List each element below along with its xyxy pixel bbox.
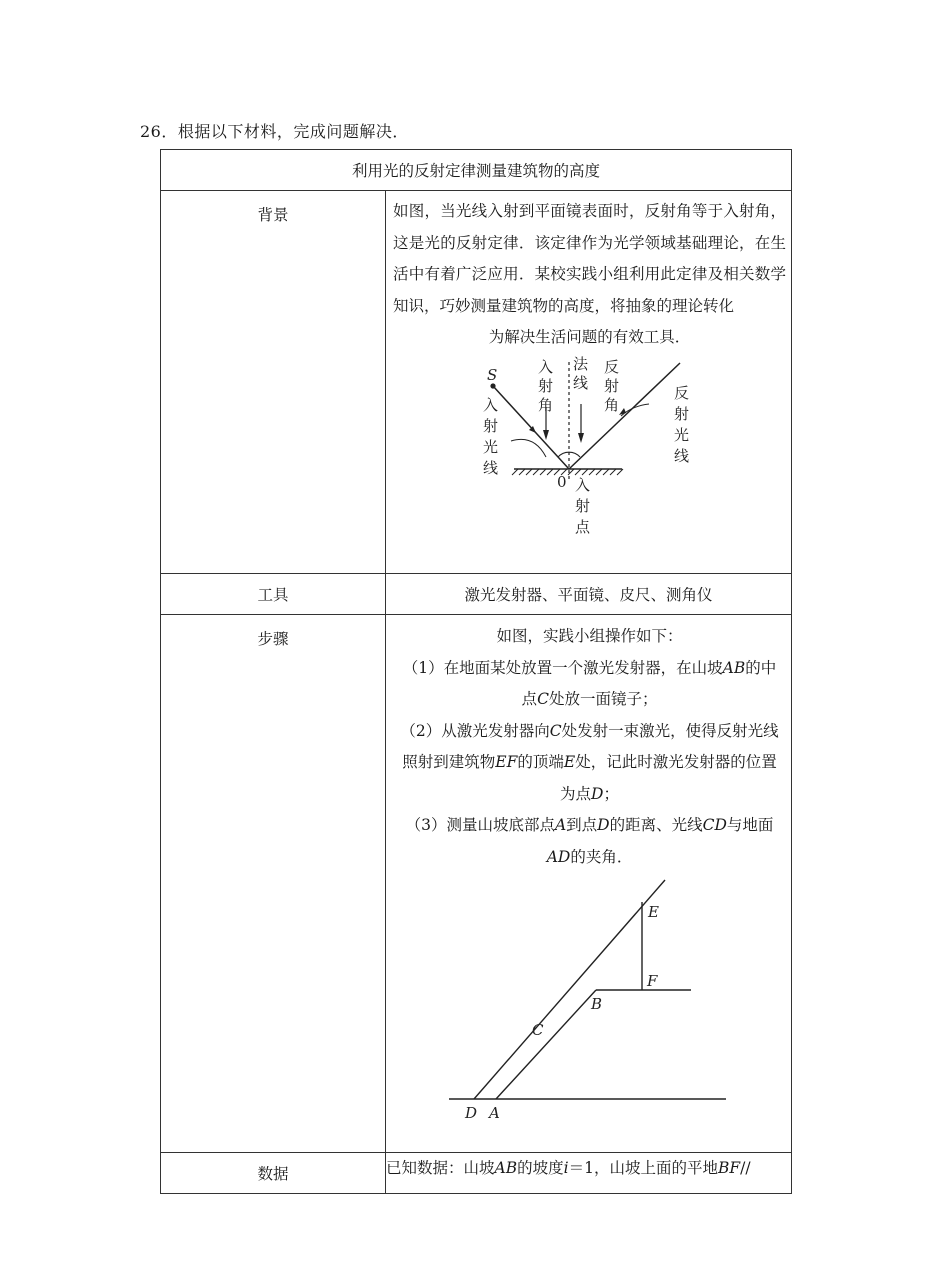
steps-intro: 如图，实践小组操作如下： [496, 627, 683, 645]
normal-char-1: 法 [573, 354, 589, 373]
reflect-angle-arrow-icon [578, 433, 584, 443]
data-text: 已知数据：山坡AB的坡度i＝1，山坡上面的平地BF// [386, 1153, 792, 1194]
steps-label: 步骤 [257, 630, 289, 648]
label-c: C [532, 1021, 544, 1039]
step-2: （2）从激光发射器向C处发射一束激光，使得反射光线 照射到建筑物EF的顶端E处，记此时激光发射器的位置 为点D； [400, 721, 779, 803]
incident-point-char-3: 点 [575, 517, 591, 536]
label-a: A [489, 1104, 500, 1122]
incident-point-char-1: 入 [575, 475, 591, 494]
incident-point-char-2: 射 [575, 496, 591, 515]
slope-ab [496, 990, 596, 1099]
reflect-angle-char-3: 角 [604, 395, 620, 414]
steps-text [386, 615, 791, 873]
reflected-ray-char-1: 反 [674, 383, 690, 402]
background-label-cell [161, 191, 386, 574]
step-3: （3）测量山坡底部点A到点D的距离、光线CD与地面 AD的夹角． [405, 816, 774, 866]
origin-label: 0 [557, 472, 567, 491]
incident-angle-char-2: 射 [538, 376, 554, 395]
question-title: 26．根据以下材料，完成问题解决． [140, 122, 409, 141]
incident-ray-char-1: 入 [483, 395, 499, 414]
label-d: D [465, 1104, 478, 1122]
reflection-diagram [386, 354, 790, 544]
reflected-arrow-icon [619, 408, 626, 415]
material-table [160, 149, 792, 1194]
incident-angle-char-1: 入 [538, 357, 554, 376]
background-content [386, 191, 792, 574]
tools-text: 激光发射器、平面镜、皮尺、测角仪 [386, 574, 792, 615]
tools-label: 工具 [161, 574, 386, 615]
data-label: 数据 [161, 1153, 386, 1194]
mirror-hatching [512, 469, 623, 475]
reflect-angle-char-1: 反 [604, 357, 620, 376]
incident-ray [493, 386, 569, 469]
incident-ray-char-4: 线 [483, 458, 499, 477]
incident-angle-arrow-icon [543, 430, 549, 440]
reflected-ray-char-3: 光 [674, 425, 690, 444]
incident-ray-char-2: 射 [483, 416, 499, 435]
reflected-ray-char-2: 射 [674, 404, 690, 423]
background-text-last: 为解决生活问题的有效工具． [488, 328, 691, 346]
label-e: E [648, 903, 659, 921]
normal-char-2: 线 [573, 373, 589, 392]
label-f: F [647, 972, 658, 990]
reflected-ray-char-4: 线 [674, 446, 690, 465]
background-label: 背景 [257, 206, 289, 224]
step-1: （1）在地面某处放置一个激光发射器，在山坡AB的中 点C处放一面镜子； [402, 658, 777, 708]
label-b: B [591, 995, 603, 1013]
reflect-angle-char-2: 射 [604, 376, 620, 395]
steps-content [386, 615, 792, 1153]
table-header: 利用光的反射定律测量建筑物的高度 [161, 150, 792, 191]
incident-ray-leader [511, 439, 546, 457]
steps-label-cell [161, 615, 386, 1153]
background-text: 如图，当光线入射到平面镜表面时，反射角等于入射角，这是光的反射定律．该定律作为光学领域基础理论，在生活中有着广泛应用．某校实践小组利用此定律及相关数学知识，巧妙测量建筑物的高度，将抽象的理论转化 为解决生活问题的有效工具． [386, 191, 791, 354]
building-diagram [386, 873, 790, 1123]
incident-ray-char-3: 光 [483, 437, 499, 456]
incident-angle-char-3: 角 [538, 395, 554, 414]
label-s: S [487, 365, 498, 384]
